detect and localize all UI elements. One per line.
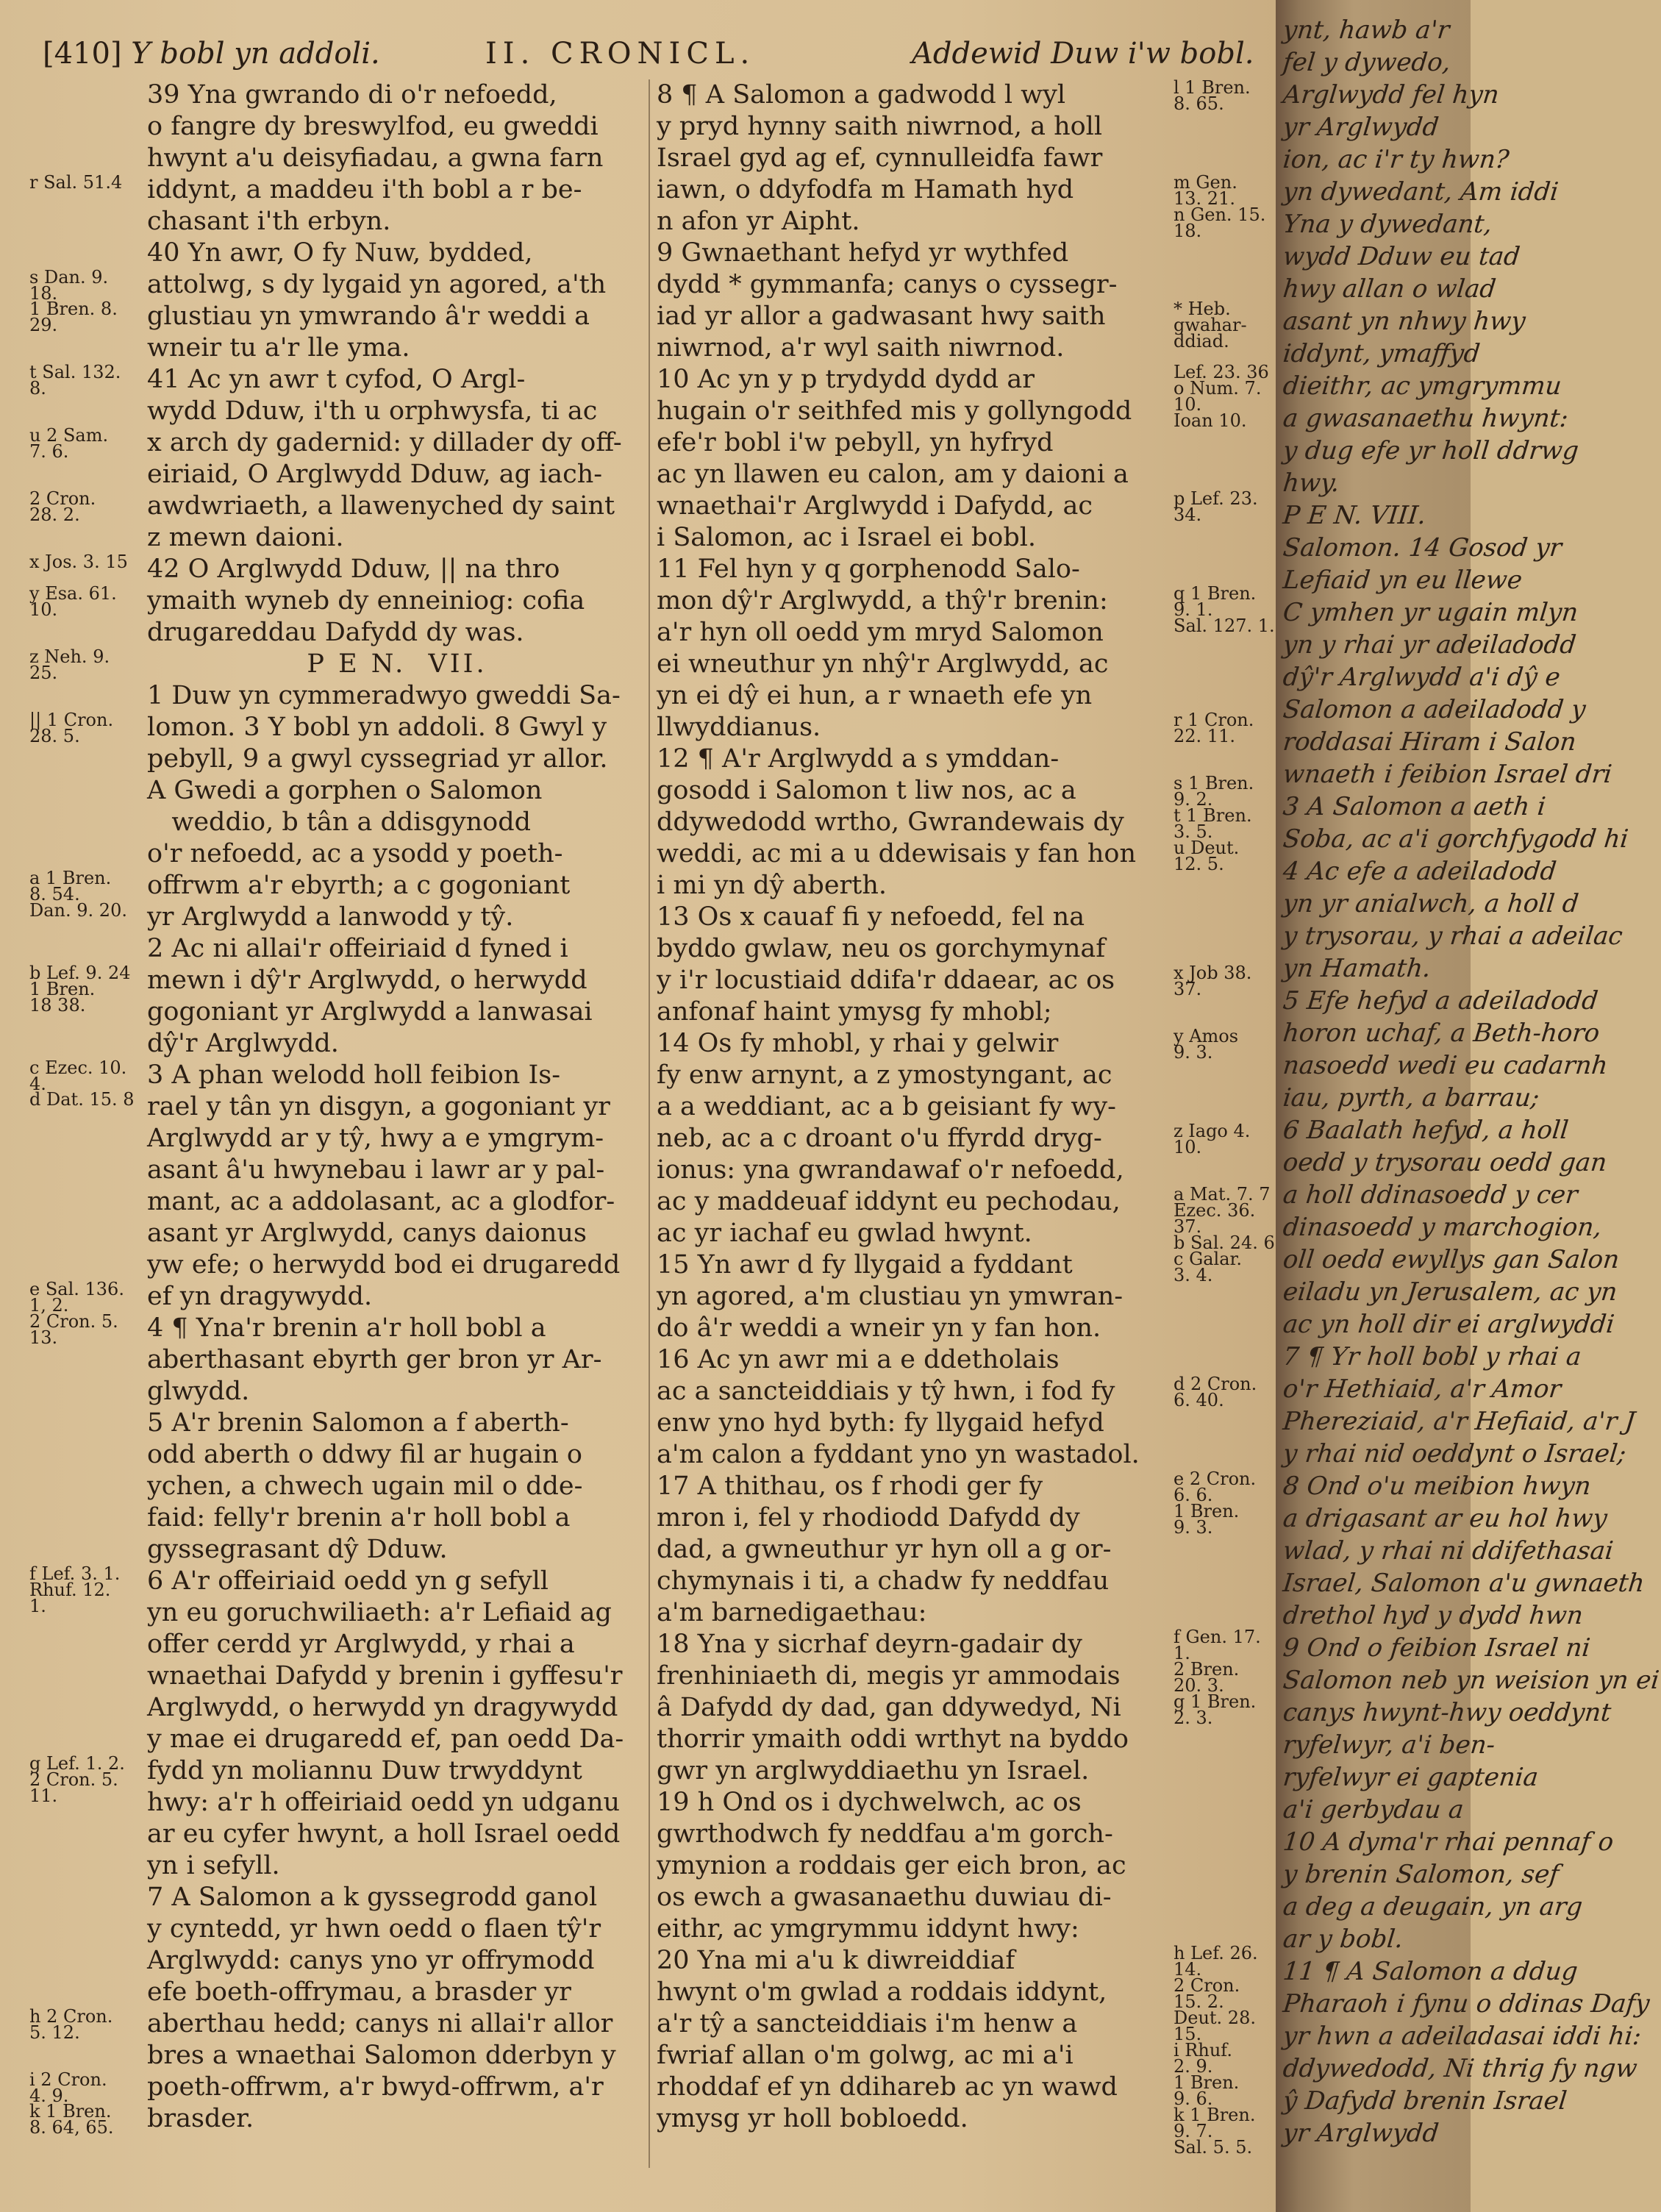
text-line: niwrnod, a'r wyl saith niwrnod. bbox=[657, 333, 1065, 363]
text-line: gosodd i Salomon t liw nos, ac a bbox=[657, 776, 1076, 805]
text-line: 39 Yna gwrando di o'r nefoedd, bbox=[147, 80, 557, 110]
text-line: hwynt o'm gwlad a roddais iddynt, bbox=[657, 1977, 1107, 2007]
text-line: y i'r locustiaid ddifa'r ddaear, ac os bbox=[657, 966, 1115, 995]
text-line: dydd * gymmanfa; canys o cyssegr- bbox=[657, 270, 1118, 299]
text-line: 12 ¶ A'r Arglwydd a s ymddan- bbox=[657, 744, 1060, 774]
marginal-reference: f Gen. 17. 1. 2 Bren. 20. 3. g 1 Bren. 2. 3. bbox=[1174, 1627, 1261, 1728]
text-line: hugain o'r seithfed mis y gollyngodd bbox=[657, 396, 1132, 426]
facing-page-text: y rhai nid oeddynt o Israel; bbox=[1281, 1439, 1628, 1469]
text-line: yn ei dŷ ei hun, a r wnaeth efe yn bbox=[657, 681, 1093, 710]
marginal-reference: * Heb. gwahar- ddiad. bbox=[1174, 299, 1247, 352]
marginal-reference: 1 Bren. 8. 29. bbox=[29, 299, 118, 335]
text-column-left bbox=[147, 79, 647, 2135]
text-line: ddywedodd wrtho, Gwrandewais dy bbox=[657, 807, 1124, 837]
text-line: 14 Os fy mhobl, y rhai y gelwir bbox=[657, 1029, 1059, 1058]
facing-page-text: wydd Dduw eu tad bbox=[1281, 242, 1522, 271]
text-line: Arglwydd: canys yno yr offrymodd bbox=[147, 1946, 595, 1975]
text-line: P E N. VII. bbox=[307, 649, 487, 679]
text-line: 5 A'r brenin Salomon a f aberth- bbox=[147, 1408, 569, 1438]
text-line: ar eu cyfer hwynt, a holl Israel oedd bbox=[147, 1819, 621, 1849]
text-line: glwydd. bbox=[147, 1377, 250, 1406]
text-line: 16 Ac yn awr mi a e ddetholais bbox=[657, 1345, 1060, 1374]
facing-page-text: P E N. VIII. bbox=[1281, 501, 1428, 530]
text-line: a'r hyn oll oedd ym mryd Salomon bbox=[657, 618, 1104, 647]
text-line: iawn, o ddyfodfa m Hamath hyd bbox=[657, 175, 1074, 204]
facing-page-text: yn Hamath. bbox=[1281, 954, 1432, 983]
text-line: wydd Dduw, i'th u orphwysfa, ti ac bbox=[147, 396, 598, 426]
text-line: offer cerdd yr Arglwydd, y rhai a bbox=[147, 1630, 575, 1659]
text-line: offrwm a'r ebyrth; a c gogoniant bbox=[147, 871, 571, 900]
text-line: i Salomon, ac i Israel ei bobl. bbox=[657, 523, 1037, 552]
text-line: x arch dy gadernid: y dillader dy off- bbox=[147, 428, 622, 457]
text-line: Arglwydd, o herwydd yn dragywydd bbox=[147, 1693, 618, 1722]
text-line: mant, ac a addolasant, ac a glodfor- bbox=[147, 1187, 615, 1216]
text-line: y cyntedd, yr hwn oedd o flaen tŷ'r bbox=[147, 1914, 601, 1944]
text-line: asant yr Arglwydd, canys daionus bbox=[147, 1219, 587, 1248]
text-line: eiriaid, O Arglwydd Dduw, ag iach- bbox=[147, 460, 603, 489]
text-line: gogoniant yr Arglwydd a lanwasai bbox=[147, 997, 593, 1027]
facing-page-text: oll oedd ewyllys gan Salon bbox=[1281, 1245, 1621, 1274]
text-line: pebyll, 9 a gwyl cyssegriad yr allor. bbox=[147, 744, 608, 774]
text-line: o'r nefoedd, ac a ysodd y poeth- bbox=[147, 839, 563, 868]
marginal-reference: h 2 Cron. 5. 12. bbox=[29, 2006, 113, 2043]
text-line: enw yno hyd byth: fy llygaid hefyd bbox=[657, 1408, 1104, 1438]
facing-page-text: oedd y trysorau oedd gan bbox=[1281, 1148, 1609, 1177]
text-line: drugareddau Dafydd dy was. bbox=[147, 618, 524, 647]
text-line: 4 ¶ Yna'r brenin a'r holl bobl a bbox=[147, 1313, 546, 1343]
facing-page-text: yr hwn a adeiladasai iddi hi: bbox=[1281, 2022, 1643, 2051]
text-line: ei wneuthur yn nhŷ'r Arglwydd, ac bbox=[657, 649, 1109, 679]
marginal-reference: i 2 Cron. 4. 9. bbox=[29, 2069, 107, 2106]
marginal-reference: e Sal. 136. 1, 2. 2 Cron. 5. 13. bbox=[29, 1279, 124, 1348]
text-line: 18 Yna y sicrhaf deyrn-gadair dy bbox=[657, 1630, 1082, 1659]
facing-page-text: a deg a deugain, yn arg bbox=[1281, 1892, 1585, 1922]
marginal-reference: r Sal. 51.4 bbox=[29, 172, 123, 193]
text-line: 40 Yn awr, O fy Nuw, bydded, bbox=[147, 238, 533, 268]
text-line: yw efe; o herwydd bod ei drugaredd bbox=[147, 1250, 621, 1280]
facing-page-text: ddywedodd, Ni thrig fy ngw bbox=[1281, 2054, 1639, 2083]
marginal-reference: x Job 38. 37. bbox=[1174, 963, 1252, 999]
text-line: wnaethai'r Arglwydd i Dafydd, ac bbox=[657, 491, 1093, 521]
text-line: 3 A phan welodd holl feibion Is- bbox=[147, 1060, 561, 1090]
text-line: 10 Ac yn y p trydydd dydd ar bbox=[657, 365, 1035, 394]
marginal-reference: g Lef. 1. 2. 2 Cron. 5. 11. bbox=[29, 1753, 125, 1806]
facing-page-text: y dug efe yr holl ddrwg bbox=[1281, 436, 1580, 465]
text-line: anfonaf haint ymysg fy mhobl; bbox=[657, 997, 1052, 1027]
facing-page-text: dinasoedd y marchogion, bbox=[1281, 1213, 1604, 1242]
text-line: ionus: yna gwrandawaf o'r nefoedd, bbox=[657, 1155, 1124, 1185]
marginal-reference: l 1 Bren. 8. 65. bbox=[1174, 77, 1251, 114]
text-line: 7 A Salomon a k gyssegrodd ganol bbox=[147, 1883, 598, 1912]
facing-page-text: yr Arglwydd bbox=[1281, 113, 1440, 142]
text-line: yn agored, a'm clustiau yn ymwran- bbox=[657, 1282, 1124, 1311]
text-line: ymysg yr holl bobloedd. bbox=[657, 2104, 968, 2133]
marginal-reference: d Dat. 15. 8 bbox=[29, 1089, 135, 1110]
marginal-reference: p Lef. 23. 34. bbox=[1174, 488, 1258, 525]
facing-page-text: drethol hyd y dydd hwn bbox=[1281, 1601, 1585, 1630]
text-line: 6 A'r offeiriaid oedd yn g sefyll bbox=[147, 1566, 549, 1596]
text-line: ac a sancteiddiais y tŷ hwn, i fod fy bbox=[657, 1377, 1115, 1406]
facing-page-text: yn dywedant, Am iddi bbox=[1281, 177, 1560, 207]
page-number: [410] bbox=[43, 37, 122, 71]
text-line: rhoddaf ef yn ddihareb ac yn wawd bbox=[657, 2072, 1118, 2102]
facing-page-text: iddynt, ymaffyd bbox=[1281, 339, 1482, 368]
facing-page-text: a gwasanaethu hwynt: bbox=[1281, 404, 1570, 433]
facing-page-text: Israel, Salomon a'u gwnaeth bbox=[1281, 1569, 1646, 1598]
text-line: i mi yn dŷ aberth. bbox=[657, 871, 887, 900]
text-line: aberthau hedd; canys ni allai'r allor bbox=[147, 2009, 613, 2038]
text-line: 13 Os x cauaf fi y nefoedd, fel na bbox=[657, 902, 1085, 932]
marginal-reference: s Dan. 9. 18. bbox=[29, 267, 109, 304]
facing-page-text: o'r Hethiaid, a'r Amor bbox=[1281, 1374, 1562, 1404]
text-line: 8 ¶ A Salomon a gadwodd l wyl bbox=[657, 80, 1066, 110]
marginal-reference: z Neh. 9. 25. bbox=[29, 646, 110, 683]
marginal-reference: y Amos 9. 3. bbox=[1174, 1026, 1239, 1063]
facing-page-text: ion, ac i'r ty hwn? bbox=[1281, 145, 1511, 174]
text-line: 20 Yna mi a'u k diwreiddiaf bbox=[657, 1946, 1015, 1975]
text-line: thorrir ymaith oddi wrthyt na byddo bbox=[657, 1724, 1129, 1754]
marginal-reference: c Ezec. 10. 4. bbox=[29, 1057, 127, 1094]
facing-page-text: yn y rhai yr adeiladodd bbox=[1281, 630, 1578, 660]
text-line: fwriaf allan o'm golwg, ac mi a'i bbox=[657, 2041, 1074, 2070]
text-line: brasder. bbox=[147, 2104, 254, 2133]
facing-page-text: a'i gerbydau a bbox=[1281, 1795, 1465, 1824]
text-line: 11 Fel hyn y q gorphenodd Salo- bbox=[657, 554, 1080, 584]
text-line: fydd yn moliannu Duw trwyddynt bbox=[147, 1756, 582, 1785]
marginal-reference: a Mat. 7. 7 Ezec. 36. 37. b Sal. 24. 6 c Galar. 3. 4. bbox=[1174, 1184, 1275, 1285]
text-line: â Dafydd dy dad, gan ddywedyd, Ni bbox=[657, 1693, 1121, 1722]
text-line: wneir tu a'r lle yma. bbox=[147, 333, 410, 363]
facing-page-text: yr Arglwydd bbox=[1281, 2119, 1440, 2148]
text-line: dad, a gwneuthur yr hyn oll a g or- bbox=[657, 1535, 1112, 1564]
facing-page-text: dieithr, ac ymgrymmu bbox=[1281, 371, 1563, 401]
text-line: 1 Duw yn cymmeradwyo gweddi Sa- bbox=[147, 681, 621, 710]
facing-page-text: canys hwynt-hwy oeddynt bbox=[1281, 1698, 1612, 1727]
facing-page-text: hwy. bbox=[1281, 468, 1341, 498]
text-line: gyssegrasant dŷ Dduw. bbox=[147, 1535, 448, 1564]
text-line: 17 A thithau, os f rhodi ger fy bbox=[657, 1471, 1043, 1501]
facing-page-text: Lefiaid yn eu llewe bbox=[1281, 566, 1524, 595]
text-line: faid: felly'r brenin a'r holl bobl a bbox=[147, 1503, 571, 1533]
text-line: 41 Ac yn awr t cyfod, O Argl- bbox=[147, 365, 526, 394]
text-line: 9 Gwnaethant hefyd yr wythfed bbox=[657, 238, 1069, 268]
text-line: attolwg, s dy lygaid yn agored, a'th bbox=[147, 270, 607, 299]
text-line: glustiau yn ymwrando â'r weddi a bbox=[147, 302, 590, 331]
facing-page-text: Salomon. 14 Gosod yr bbox=[1281, 533, 1563, 563]
text-line: mron i, fel y rhodiodd Dafydd dy bbox=[657, 1503, 1080, 1533]
text-line: Israel gyd ag ef, cynnulleidfa fawr bbox=[657, 143, 1103, 173]
facing-page-text: wlad, y rhai ni ddifethasai bbox=[1281, 1536, 1615, 1566]
text-line: os ewch a gwasanaethu duwiau di- bbox=[657, 1883, 1112, 1912]
marginal-reference: q 1 Bren. 9. 1. Sal. 127. 1. bbox=[1174, 583, 1275, 636]
text-line: iad yr allor a gadwasant hwy saith bbox=[657, 302, 1106, 331]
facing-page-text: 8 Ond o'u meibion hwyn bbox=[1281, 1471, 1593, 1501]
text-line: a'm barnedigaethau: bbox=[657, 1598, 927, 1627]
facing-page-text: wnaeth i feibion Israel dri bbox=[1281, 760, 1614, 789]
facing-page-edge bbox=[1276, 0, 1661, 2212]
text-line: yn eu goruchwiliaeth: a'r Lefiaid ag bbox=[147, 1598, 612, 1627]
facing-page-text: Arglwydd fel hyn bbox=[1281, 80, 1501, 110]
facing-page-text: Salomon a adeiladodd y bbox=[1281, 695, 1587, 724]
marginal-reference: 2 Cron. 28. 2. bbox=[29, 488, 96, 525]
text-line: y pryd hynny saith niwrnod, a holl bbox=[657, 112, 1103, 141]
marginal-reference: f Lef. 3. 1. Rhuf. 12. 1. bbox=[29, 1563, 121, 1616]
facing-page-text: iau, pyrth, a barrau; bbox=[1281, 1083, 1541, 1113]
text-line: neb, ac a c droant o'u ffyrdd dryg- bbox=[657, 1124, 1102, 1153]
text-line: ymynion a roddais ger eich bron, ac bbox=[657, 1851, 1126, 1880]
text-line: A Gwedi a gorphen o Salomon bbox=[147, 776, 543, 805]
text-line: weddio, b tân a ddisgynodd bbox=[147, 807, 532, 837]
facing-page-text: Salomon neb yn weision yn ei bbox=[1281, 1666, 1661, 1695]
text-line: lomon. 3 Y bobl yn addoli. 8 Gwyl y bbox=[147, 713, 607, 742]
facing-page-text: 9 Ond o feibion Israel ni bbox=[1281, 1633, 1592, 1663]
marginal-reference: b Lef. 9. 24 1 Bren. 18 38. bbox=[29, 963, 131, 1016]
facing-page-text: dŷ'r Arglwydd a'i dŷ e bbox=[1281, 663, 1562, 692]
text-line: 19 h Ond os i dychwelwch, ac os bbox=[657, 1788, 1082, 1817]
text-line: dŷ'r Arglwydd. bbox=[147, 1029, 339, 1058]
text-line: bres a wnaethai Salomon dderbyn y bbox=[147, 2041, 616, 2070]
text-line: mewn i dŷ'r Arglwydd, o herwydd bbox=[147, 966, 587, 995]
text-line: mon dŷ'r Arglwydd, a thŷ'r brenin: bbox=[657, 586, 1108, 616]
text-line: yr Arglwydd a lanwodd y tŷ. bbox=[147, 902, 514, 932]
marginal-reference: m Gen. 13. 21. n Gen. 15. 18. bbox=[1174, 172, 1266, 241]
marginal-reference: t Sal. 132. 8. bbox=[29, 362, 121, 399]
text-line: aberthasant ebyrth ger bron yr Ar- bbox=[147, 1345, 602, 1374]
marginal-reference: y Esa. 61. 10. bbox=[29, 583, 117, 620]
facing-page-text: 5 Efe hefyd a adeiladodd bbox=[1281, 986, 1600, 1016]
text-line: poeth-offrwm, a'r bwyd-offrwm, a'r bbox=[147, 2072, 604, 2102]
facing-page-text: yn yr anialwch, a holl d bbox=[1281, 889, 1580, 918]
text-line: rael y tân yn disgyn, a gogoniant yr bbox=[147, 1092, 610, 1121]
marginal-reference: d 2 Cron. 6. 40. bbox=[1174, 1374, 1257, 1410]
facing-page-text: C ymhen yr ugain mlyn bbox=[1281, 598, 1580, 627]
facing-page-text: 3 A Salomon a aeth i bbox=[1281, 792, 1547, 821]
facing-page-text: ŷ Dafydd brenin Israel bbox=[1281, 2086, 1568, 2116]
text-line: efe'r bobl i'w pebyll, yn hyfryd bbox=[657, 428, 1054, 457]
text-line: do â'r weddi a wneir yn y fan hon. bbox=[657, 1313, 1101, 1343]
text-line: 15 Yn awr d fy llygaid a fyddant bbox=[657, 1250, 1073, 1280]
text-line: iddynt, a maddeu i'th bobl a r be- bbox=[147, 175, 582, 204]
right-running-title: Addewid Duw i'w bobl. bbox=[912, 37, 1254, 71]
text-line: asant â'u hwynebau i lawr ar y pal- bbox=[147, 1155, 605, 1185]
text-column-right bbox=[657, 79, 1157, 2135]
marginal-reference: a 1 Bren. 8. 54. Dan. 9. 20. bbox=[29, 868, 127, 921]
facing-page-text: 6 Baalath hefyd, a holl bbox=[1281, 1116, 1571, 1145]
marginal-reference: x Jos. 3. 15 bbox=[29, 552, 128, 572]
facing-page-text: 7 ¶ Yr holl bobl y rhai a bbox=[1281, 1342, 1583, 1371]
text-line: awdwriaeth, a llawenyched dy saint bbox=[147, 491, 615, 521]
text-line: ef yn dragywydd. bbox=[147, 1282, 373, 1311]
text-line: ac y maddeuaf iddynt eu pechodau, bbox=[657, 1187, 1121, 1216]
book-title: II. CRONICL. bbox=[485, 37, 756, 71]
column-divider bbox=[649, 79, 650, 2168]
marginal-reference: s 1 Bren. 9. 2. t 1 Bren. 3. 5. u Deut. 12. 5. bbox=[1174, 773, 1254, 874]
text-line: yn i sefyll. bbox=[147, 1851, 280, 1880]
text-line: hwynt a'u deisyfiadau, a gwna farn bbox=[147, 143, 604, 173]
marginal-reference: k 1 Bren. 8. 64, 65. bbox=[29, 2101, 114, 2138]
text-line: chymynais i ti, a chadw fy neddfau bbox=[657, 1566, 1110, 1596]
text-line: efe boeth-offrymau, a brasder yr bbox=[147, 1977, 571, 2007]
facing-page-text: nasoedd wedi eu cadarnh bbox=[1281, 1051, 1610, 1080]
facing-page-text: asant yn nhwy hwy bbox=[1281, 307, 1527, 336]
text-line: n afon yr Aipht. bbox=[657, 207, 860, 236]
text-line: ychen, a chwech ugain mil o dde- bbox=[147, 1471, 583, 1501]
text-line: llwyddianus. bbox=[657, 713, 821, 742]
facing-page-text: Phereziaid, a'r Hefiaid, a'r J bbox=[1281, 1407, 1637, 1436]
marginal-reference: u 2 Sam. 7. 6. bbox=[29, 425, 109, 462]
text-line: 2 Ac ni allai'r offeiriaid d fyned i bbox=[147, 934, 568, 963]
text-line: z mewn daioni. bbox=[147, 523, 344, 552]
marginal-reference: e 2 Cron. 6. 6. 1 Bren. 9. 3. bbox=[1174, 1469, 1257, 1538]
facing-page-text: 4 Ac efe a adeiladodd bbox=[1281, 857, 1558, 886]
left-running-title: Y bobl yn addoli. bbox=[131, 37, 380, 71]
text-line: ymaith wyneb dy enneiniog: cofia bbox=[147, 586, 585, 616]
text-line: o fangre dy breswylfod, eu gweddi bbox=[147, 112, 599, 141]
text-line: gwr yn arglwyddiaethu yn Israel. bbox=[657, 1756, 1090, 1785]
facing-page-text: Yna y dywedant, bbox=[1281, 210, 1494, 239]
facing-page-text: ynt, hawb a'r bbox=[1281, 15, 1451, 45]
text-line: odd aberth o ddwy fil ar hugain o bbox=[147, 1440, 582, 1469]
marginal-reference: r 1 Cron. 22. 11. bbox=[1174, 710, 1254, 746]
text-line: a'm calon a fyddant yno yn wastadol. bbox=[657, 1440, 1140, 1469]
marginal-reference: Lef. 23. 36 o Num. 7. 10. Ioan 10. bbox=[1174, 362, 1269, 431]
text-line: hwy: a'r h offeiriaid oedd yn udganu bbox=[147, 1788, 621, 1817]
text-line: a a weddiant, ac a b geisiant fy wy- bbox=[657, 1092, 1116, 1121]
marginal-reference: z Iago 4. 10. bbox=[1174, 1121, 1251, 1157]
facing-page-text: y trysorau, y rhai a adeilac bbox=[1281, 921, 1624, 951]
facing-page-text: ar y bobl. bbox=[1281, 1924, 1405, 1954]
text-line: ac yr iachaf eu gwlad hwynt. bbox=[657, 1219, 1032, 1248]
facing-page-text: 10 A dyma'r rhai pennaf o bbox=[1281, 1827, 1615, 1857]
text-line: y mae ei drugaredd ef, pan oedd Da- bbox=[147, 1724, 624, 1754]
marginal-reference: h Lef. 26. 14. 2 Cron. 15. 2. Deut. 28. 15. i Rhuf. 2. 9. 1 Bren. 9. 6. k 1 Bren. 9. 7. Sal. 5. 5. bbox=[1174, 1943, 1258, 2158]
text-line: weddi, ac mi a u ddewisais y fan hon bbox=[657, 839, 1137, 868]
facing-page-text: fel y dywedo, bbox=[1281, 48, 1452, 77]
text-line: fy enw arnynt, a z ymostyngant, ac bbox=[657, 1060, 1112, 1090]
text-line: wnaethai Dafydd y brenin i gyffesu'r bbox=[147, 1661, 623, 1691]
facing-page-text: 11 ¶ A Salomon a ddug bbox=[1281, 1957, 1579, 1986]
facing-page-text: a drigasant ar eu hol hwy bbox=[1281, 1504, 1609, 1533]
text-line: frenhiniaeth di, megis yr ammodais bbox=[657, 1661, 1121, 1691]
facing-page-text: horon uchaf, a Beth-horo bbox=[1281, 1018, 1601, 1048]
marginal-reference: || 1 Cron. 28. 5. bbox=[29, 710, 114, 746]
facing-page-text: hwy allan o wlad bbox=[1281, 274, 1498, 304]
facing-page-text: Soba, ac a'i gorchfygodd hi bbox=[1281, 824, 1630, 854]
text-line: byddo gwlaw, neu os gorchymynaf bbox=[657, 934, 1106, 963]
text-line: ac yn llawen eu calon, am y daioni a bbox=[657, 460, 1129, 489]
text-line: a'r tŷ a sancteiddiais i'm henw a bbox=[657, 2009, 1078, 2038]
text-line: 42 O Arglwydd Dduw, || na thro bbox=[147, 554, 560, 584]
facing-page-text: roddasai Hiram i Salon bbox=[1281, 727, 1578, 757]
facing-page-text: ac yn holl dir ei arglwyddi bbox=[1281, 1310, 1616, 1339]
text-line: chasant i'th erbyn. bbox=[147, 207, 391, 236]
text-line: gwrthodwch fy neddfau a'm gorch- bbox=[657, 1819, 1113, 1849]
facing-page-text: y brenin Salomon, sef bbox=[1281, 1860, 1561, 1889]
facing-page-text: ryfelwyr, a'i ben- bbox=[1281, 1730, 1497, 1760]
text-line: eithr, ac ymgrymmu iddynt hwy: bbox=[657, 1914, 1079, 1944]
facing-page-text: Pharaoh i fynu o ddinas Dafy bbox=[1281, 1989, 1651, 2019]
text-line: Arglwydd ar y tŷ, hwy a e ymgrym- bbox=[147, 1124, 604, 1153]
facing-page-text: eiladu yn Jerusalem, ac yn bbox=[1281, 1277, 1619, 1307]
facing-page-text: ryfelwyr ei gaptenia bbox=[1281, 1763, 1540, 1792]
page-header-left bbox=[43, 35, 380, 72]
facing-page-text: a holl ddinasoedd y cer bbox=[1281, 1180, 1579, 1210]
